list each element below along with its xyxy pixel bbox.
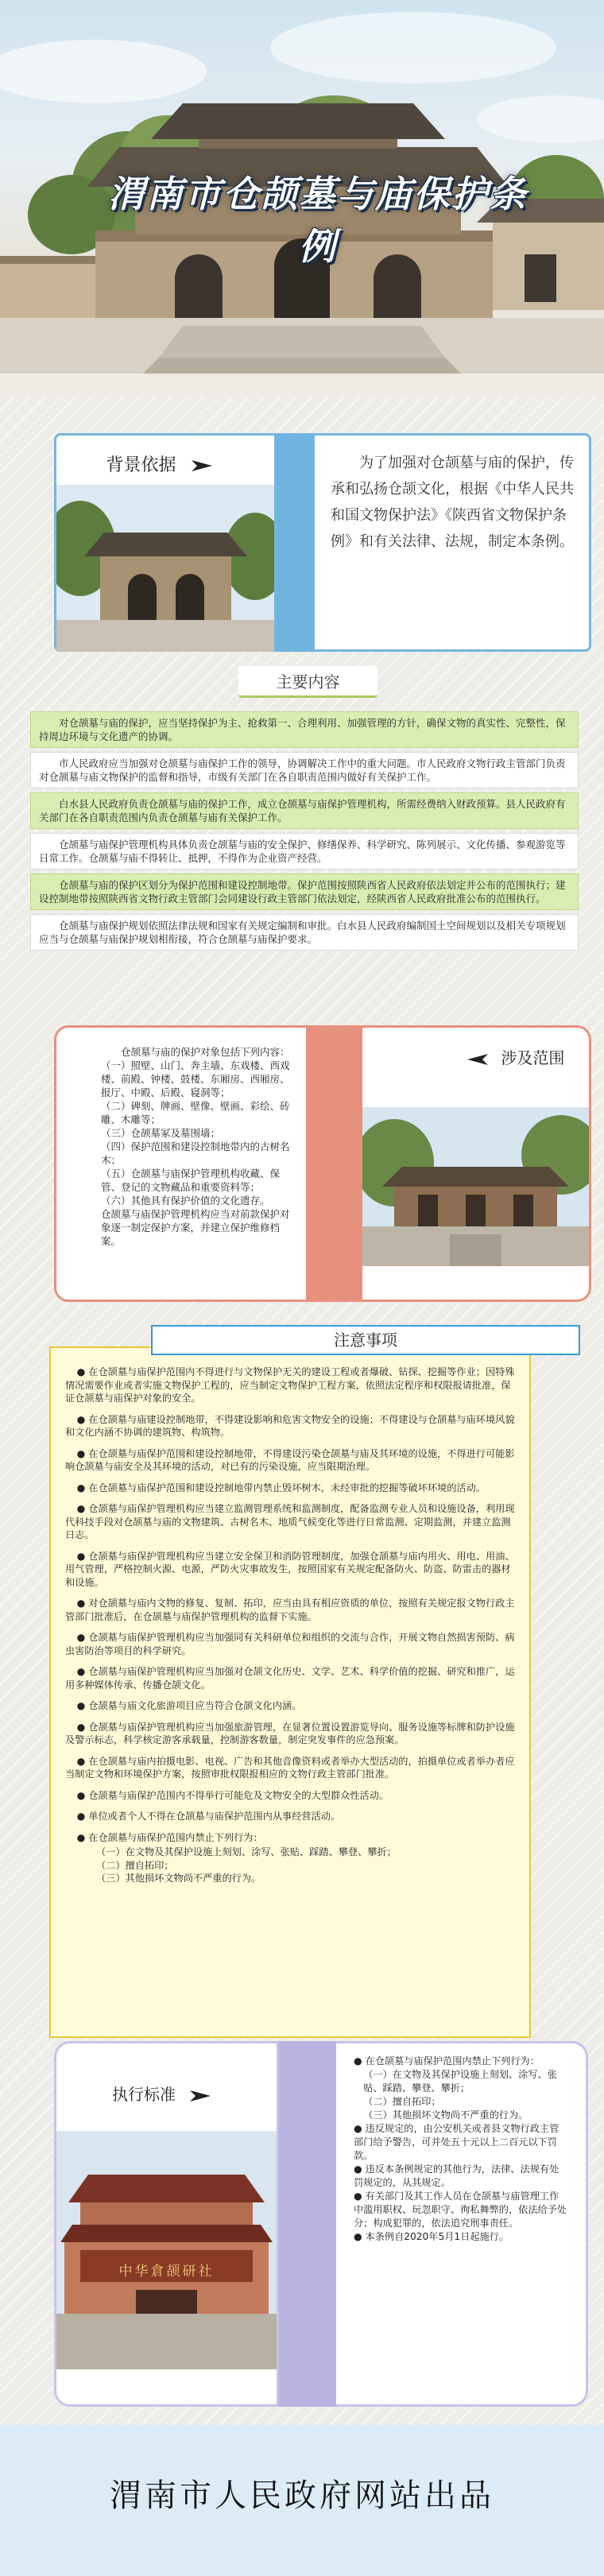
notice-item: ● 仓颉墓与庙保护管理机构应当加强旅游管理，在显著位置设置游览导向、服务设施等标牌和防护设施及警示标志，科学核定游客承载量，控制游客数量，制定突发事件的应急预案。 [65,1721,515,1745]
scope-heading: 涉及范围 [466,1045,564,1068]
standard-stripe [279,2041,336,2407]
standard-photo [56,2131,277,2369]
main-item: 市人民政府应当加强对仓颉墓与庙保护工作的领导，协调解决工作中的重大问题。市人民政府文物行政主管部门负责对仓颉墓与庙文物保护的监督和指导，市级有关部门在各自职责范围内做好有关保护工作。 [30,752,579,788]
standard-line: （一）在文物及其保护设施上刻划、涂写、张贴、踩踏、攀登、攀折； [363,2069,557,2094]
scope-text: 仓颉墓与庙的保护对象包括下列内容： （一）照壁、山门、奔主墙、东戏楼、西戏楼、前殿、钟楼、鼓楼、东厢房、西厢房、报厅、中殿、后殿、寝洞等； （二）碑刻、牌画、壁像、壁画、彩绘、砖雕、木雕等； （三）仓颉墓冢及墓围墙； （四）保护范围和建设控制地带内的古树名木； （五）仓颉墓与庙保护管理机构收藏、保管、登记的文物藏品和重要资料等； （六）其他具有保护价值的文化遗存。 仓颉墓与庙保护管理机构应当对前款保护对象逐一制定保护方案，并建立保护维修档案。 [101,1046,290,1247]
standard-line: （二）擅自拓印； [363,2096,441,2107]
arrow-icon [188,2087,212,2105]
scope-image-panel [362,1025,591,1302]
notice-item: ● 仓颉墓与庙文化旅游项目应当符合仓颉文化内涵。 [76,1700,302,1711]
notice-item: ● 在仓颉墓与庙保护范围内禁止下列行为： [76,1831,263,1843]
page-title: 渭南市仓颉墓与庙保护条例 [108,172,528,268]
main-item: 对仓颉墓与庙的保护，应当坚持保护为主、抢救第一、合理利用、加强管理的方针，确保文物的真实性、完整性，保持周边环境与文化遗产的协调。 [30,711,579,748]
standard-text [354,2055,568,2244]
main-content-title: 主要内容 [238,666,378,698]
standard-text-panel [336,2041,588,2407]
scope-text-panel [54,1025,308,1302]
standard-image-panel [54,2041,279,2407]
plaque-text: 中华倉颉研社 [118,2264,215,2280]
notice-item: ● 仓颉墓与庙保护管理机构应当加强对仓颉文化历史、文学、艺术、科学价值的挖掘、研究和推广，运用多种媒体传承、传播仓颉文化。 [65,1666,515,1691]
main-item: 白水县人民政府负责仓颉墓与庙的保护工作，成立仓颉墓与庙保护管理机构，所需经费纳入财政预算。县人民政府有关部门在各自职责范围内负责仓颉墓与庙有关保护工作。 [30,792,579,829]
notice-item: ● 对仓颉墓与庙内文物的修复、复制、拓印，应当由具有相应资质的单位，按照有关规定报文物行政主管部门批准后，在仓颉墓与庙保护管理机构的监督下实施。 [65,1598,515,1622]
notice-item: ● 单位或者个人不得在仓颉墓与庙保护范围内从事经营活动。 [76,1811,341,1822]
notice-title: 注意事项 [151,1325,580,1355]
notice-item: ● 仓颉墓与庙保护管理机构应当加强同有关科研单位和组织的交流与合作，开展文物自然损害预防、病虫害防治等项目的科学研究。 [65,1632,515,1656]
background-stripe [277,433,315,652]
scope-photo [362,1107,589,1266]
main-content-list [30,711,579,955]
scope-stripe [308,1025,362,1302]
scope-section [54,1025,591,1302]
notice-item: ● 在仓颉墓与庙建设控制地带，不得建设影响和危害文物安全的设施；不得建设与仓颉墓与庙环境风貌和文化内涵不协调的建筑物、构筑物。 [65,1413,515,1438]
notice-item: ● 在仓颉墓与庙内拍摄电影、电视、广告和其他音像资料或者举办大型活动的，拍摄单位或者举办者应当制定文物和环境保护方案，按照审批权限报相应的文物行政主管部门批准。 [65,1755,515,1780]
background-heading: 背景依据 [56,451,263,476]
notice-sub-item: （二）擅自拓印； [96,1859,174,1871]
temple-photo [56,485,274,652]
notice-sub-item: （一）在文物及其保护设施上刻划、涂写、张贴、踩踏、攀登、攀折； [96,1846,397,1857]
footer-text: 渭南市人民政府网站出品 [110,2477,494,2514]
footer [0,2425,604,2576]
hero-banner [0,0,604,397]
standard-line: ● 本条例自2020年5月1日起施行。 [354,2231,509,2242]
background-text: 为了加强对仓颉墓与庙的保护，传承和弘扬仓颉文化，根据《中华人民共和国文物保护法》《陕西省文物保护条例》和有关法律、法规，制定本条例。 [331,455,574,550]
standard-section [54,2041,588,2415]
notice-item: ● 在仓颉墓与庙保护范围内不得进行与文物保护无关的建设工程或者爆破、钻探、挖掘等作业；因特殊情况需要作业或者实施文物保护工程的，应当制定文物保护工程方案，依照法定程序和权限报请批准，保证仓颉墓与庙保护对象的安全。 [65,1366,515,1404]
notice-box [49,1346,531,2038]
standard-heading: 执行标准 [112,2082,212,2105]
main-item: 仓颉墓与庙保护管理机构具体负责仓颉墓与庙的安全保护、修缮保养、科学研究、陈列展示、文化传播、参观游览等日常工作。仓颉墓与庙不得转让、抵押，不得作为企业资产经营。 [30,833,579,870]
main-item: 仓颉墓与庙的保护区划分为保护范围和建设控制地带。保护范围按照陕西省人民政府依法划定并公布的范围执行；建设控制地带按照陕西省文物行政主管部门会同建设行政主管部门依法划定，经陕西省人民政府批准公布的范围执行。 [30,874,579,910]
standard-line: （三）其他损坏文物尚不严重的行为。 [363,2109,528,2121]
notice-item: ● 仓颉墓与庙保护管理机构应当建立安全保卫和消防管理制度，加强仓颉墓与庙内用火、用电、用油、用气管理，严格控制火源、电源，严防火灾事故发生，按照国家有关规定配备防火、防盗、防雷击的器材和设施。 [65,1550,515,1588]
background-text-panel [315,433,591,652]
notice-item: ● 在仓颉墓与庙保护范围和建设控制地带，不得建设污染仓颉墓与庙及其环境的设施，不得进行可能影响仓颉墓与庙安全及其环境的活动，对已有的污染设施，应当限期治理。 [65,1447,515,1472]
standard-line: ● 违反规定的，由公安机关或者县文物行政主管部门给予警告，可并处五十元以上二百元以下罚款。 [354,2123,559,2161]
main-item: 仓颉墓与庙保护规划依照法律法规和国家有关规定编制和审批。白水县人民政府编制国土空间规划以及相关专项规划应当与仓颉墓与庙保护规划相衔接，符合仓颉墓与庙保护要求。 [30,914,579,951]
notice-item: ● 仓颉墓与庙保护管理机构应当建立监测管理系统和监测制度，配备监测专业人员和设施设备，利用现代科技手段对仓颉墓与庙的文物建筑、古树名木、地质气候变化等进行日常监测、定期监测，并建立监测日志。 [65,1503,515,1540]
arrow-left-icon [466,1051,490,1068]
background-image-panel [54,433,277,652]
standard-line: ● 有关部门及其工作人员在仓颉墓与庙管理工作中滥用职权、玩忽职守、徇私舞弊的，依法给予处分；构成犯罪的，依法追究刑事责任。 [354,2191,567,2229]
arrow-icon [190,457,214,475]
background-section [54,433,591,652]
notice-item: ● 在仓颉墓与庙保护范围和建设控制地带内禁止毁坏树木，未经审批的挖掘等破坏环境的活动。 [76,1482,486,1493]
standard-line: ● 在仓颉墓与庙保护范围内禁止下列行为： [354,2055,540,2067]
notice-sub-item: （三）其他损坏文物尚不严重的行为。 [96,1873,261,1884]
notice-item: ● 仓颉墓与庙保护范围内不得举行可能危及文物安全的大型群众性活动。 [76,1789,389,1801]
standard-line: ● 违反本条例规定的其他行为，法律、法规有处罚规定的，从其规定。 [354,2163,559,2188]
